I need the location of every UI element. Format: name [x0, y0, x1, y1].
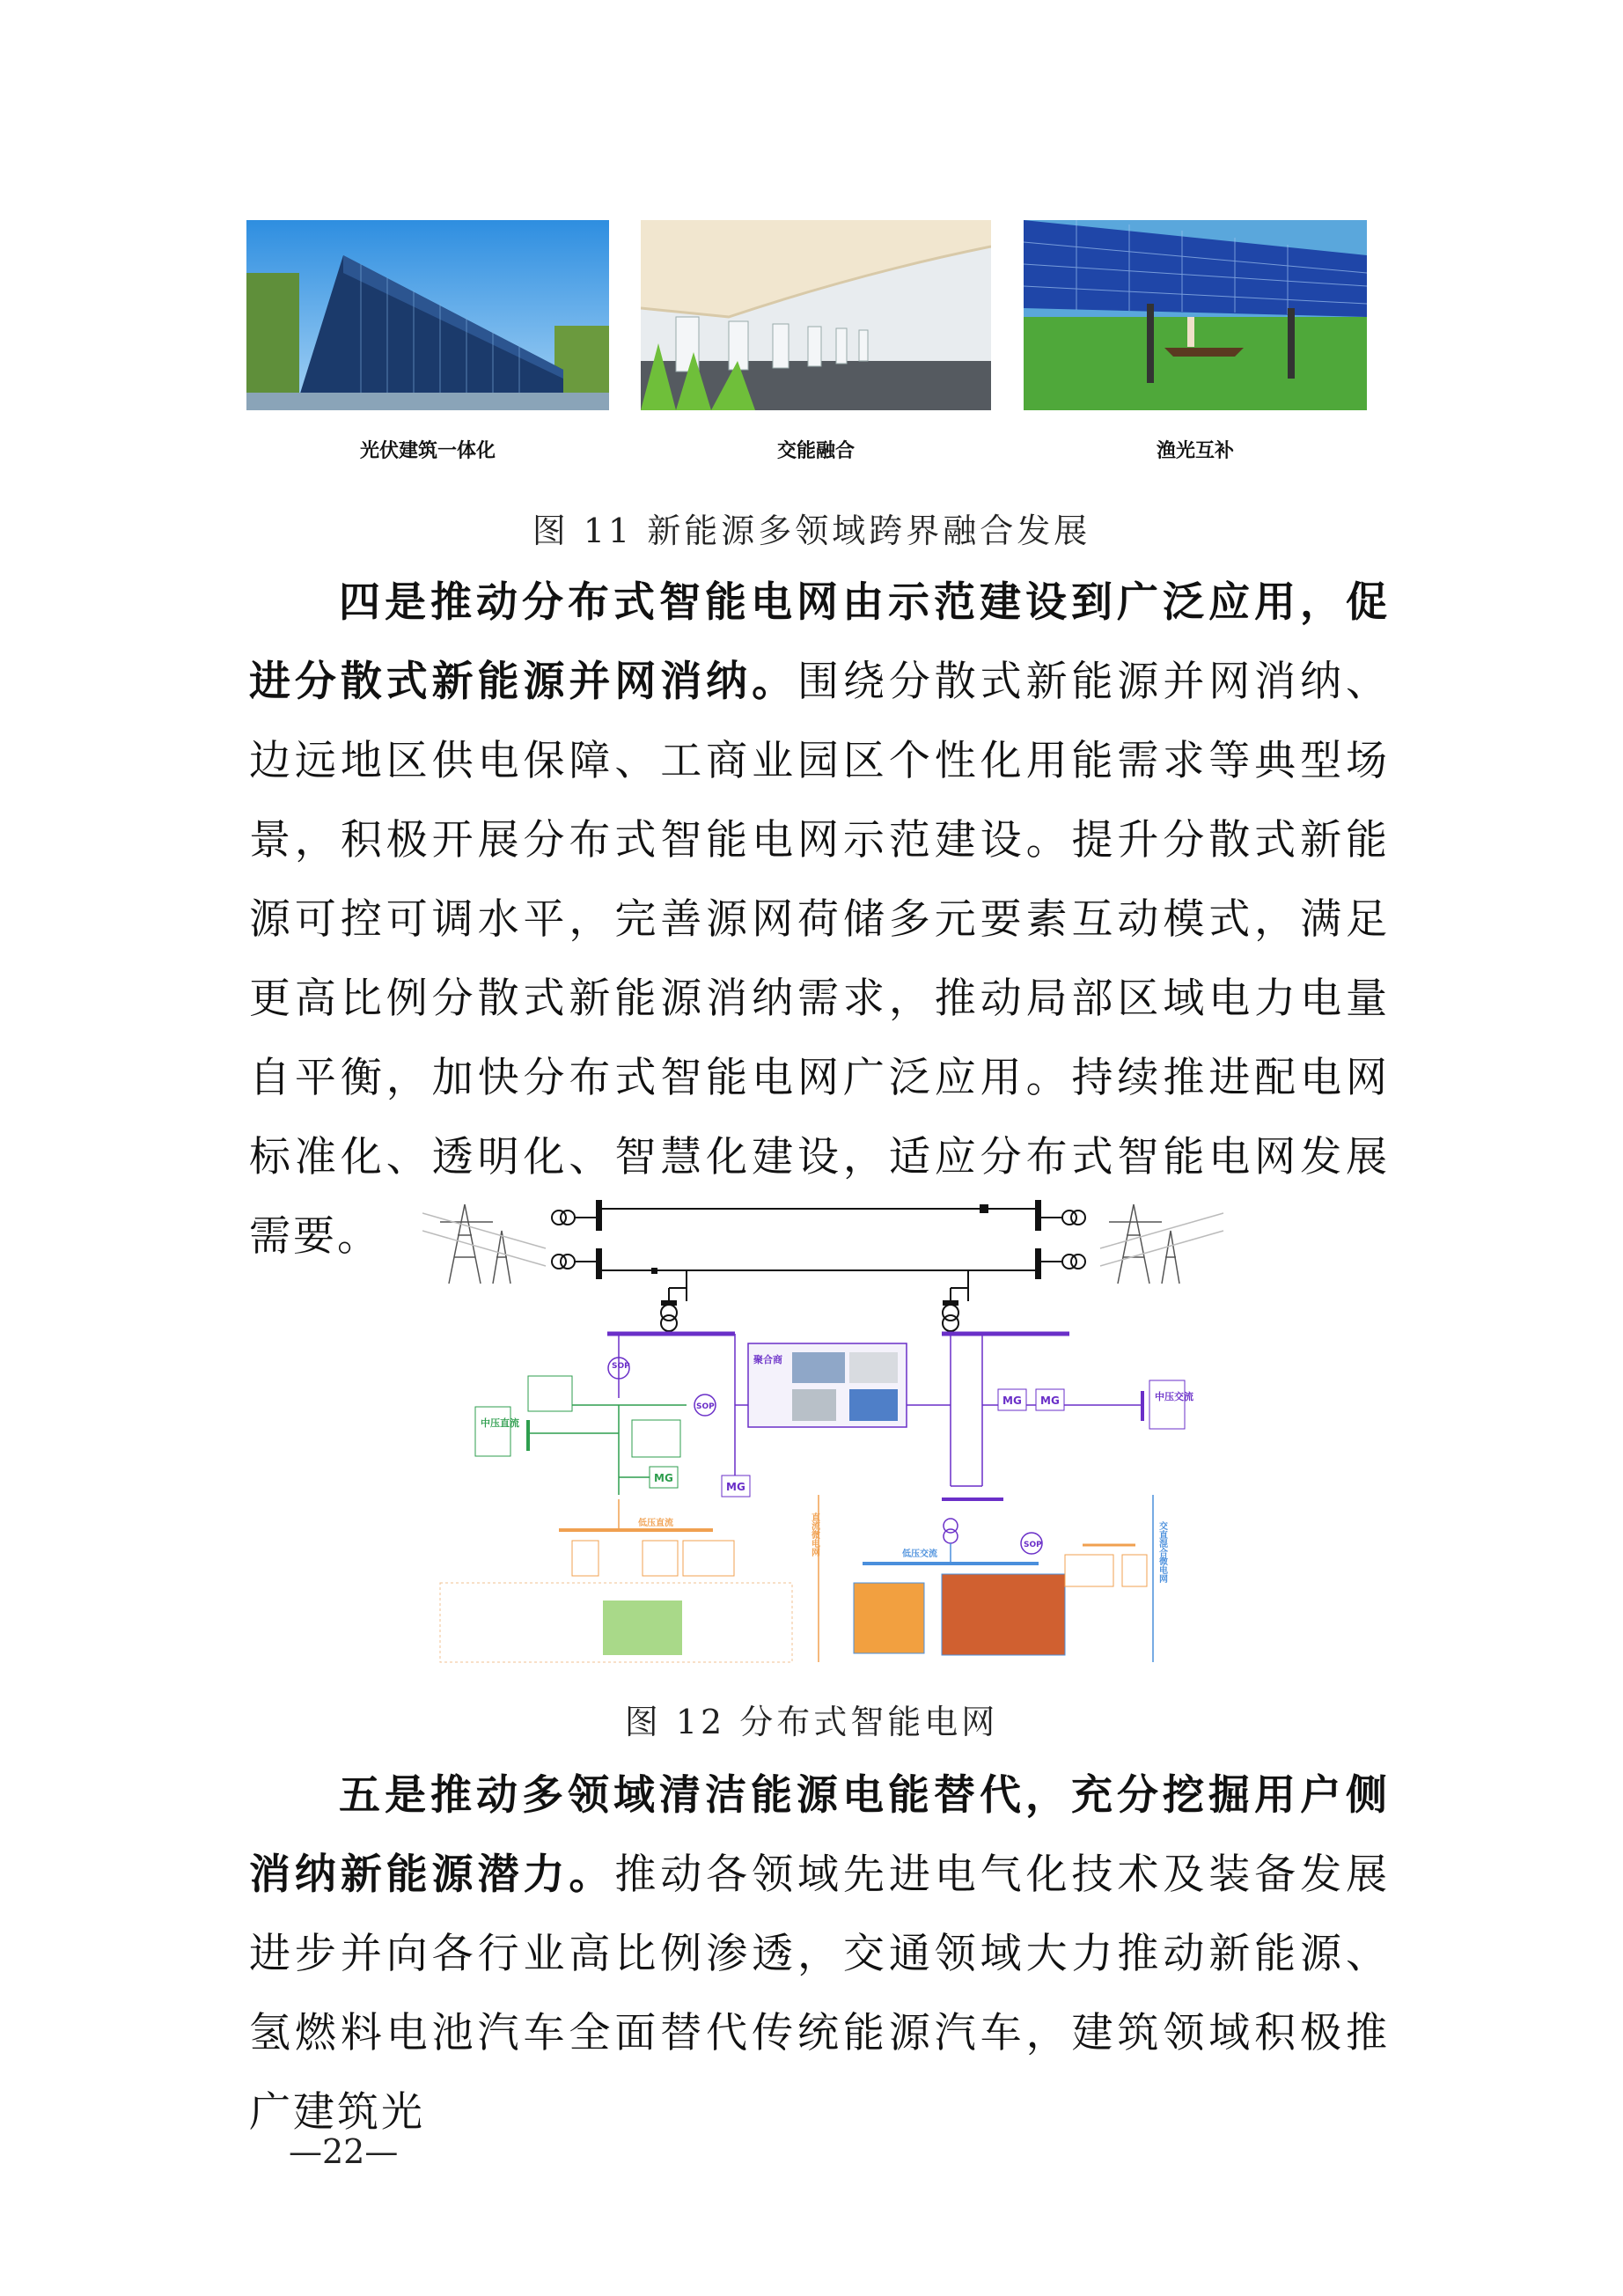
svg-text:MG: MG: [726, 1481, 745, 1493]
paragraph-4-body: 围绕分散式新能源并网消纳、边远地区供电保障、工商业园区个性化用能需求等典型场景，积极开展分布式智能电网示范建设。提升分散式新能源可控可调水平，完善源网荷储多元要素互动模式，满足更高比例分散式新能源消纳需求，推动局部区域电力电量自平衡，加快分布式智能电网广泛应用。持续推进配电网标准化、透明化、智慧化建设，适应分布式智能电网发展需要。: [249, 658, 1390, 1261]
svg-text:SOP: SOP: [1024, 1541, 1042, 1549]
photo-label-bipv: 光伏建筑一体化: [359, 440, 496, 462]
paragraph-4-lead: 四是推动分布式智能电网由示范建设到广泛应用，促进分散式新能源并网消纳。: [249, 578, 1390, 706]
tower-left-icon: [422, 1204, 546, 1284]
svg-text:MG: MG: [654, 1472, 673, 1484]
photo-label-fishery-pv: 渔光互补: [1156, 440, 1234, 462]
svg-text:中压交流: 中压交流: [1155, 1391, 1193, 1402]
svg-text:中压直流: 中压直流: [481, 1417, 519, 1429]
svg-text:SOP: SOP: [696, 1402, 715, 1411]
page-number: —22—: [289, 2132, 399, 2171]
photo-bipv: [246, 220, 609, 410]
figure-11-caption: 图 11 新能源多领域跨界融合发展: [532, 511, 1091, 550]
distributed-smart-grid-diagram: [422, 1196, 1232, 1671]
svg-text:交直混合微电网: 交直混合微电网: [1157, 1521, 1167, 1583]
paragraph-5-lead: 五是推动多领域清洁能源电能替代，充分挖掘用户侧消纳新能源潜力。: [249, 1771, 1390, 1899]
paragraph-4: [249, 563, 1390, 1277]
photo-fishery-pv: [1024, 220, 1367, 410]
svg-text:聚合商: 聚合商: [753, 1354, 782, 1365]
svg-text:直流微电网: 直流微电网: [809, 1512, 819, 1556]
paragraph-5: [249, 1756, 1390, 2152]
svg-text:低压直流: 低压直流: [638, 1519, 673, 1528]
svg-text:SOP: SOP: [612, 1362, 630, 1371]
photo-label-transport-energy: 交能融合: [776, 440, 855, 462]
svg-text:低压交流: 低压交流: [902, 1549, 937, 1559]
paragraph-5-body: 推动各领域先进电气化技术及装备发展进步并向各行业高比例渗透，交通领域大力推动新能源、氢燃料电池汽车全面替代传统能源汽车，建筑领域积极推广建筑光: [249, 1851, 1391, 2137]
svg-text:MG: MG: [1002, 1395, 1022, 1407]
figure-12-caption: 图 12 分布式智能电网: [624, 1703, 999, 1741]
tower-right-icon: [1100, 1204, 1223, 1284]
svg-text:MG: MG: [1040, 1395, 1060, 1407]
photo-transport-energy: [641, 220, 991, 410]
